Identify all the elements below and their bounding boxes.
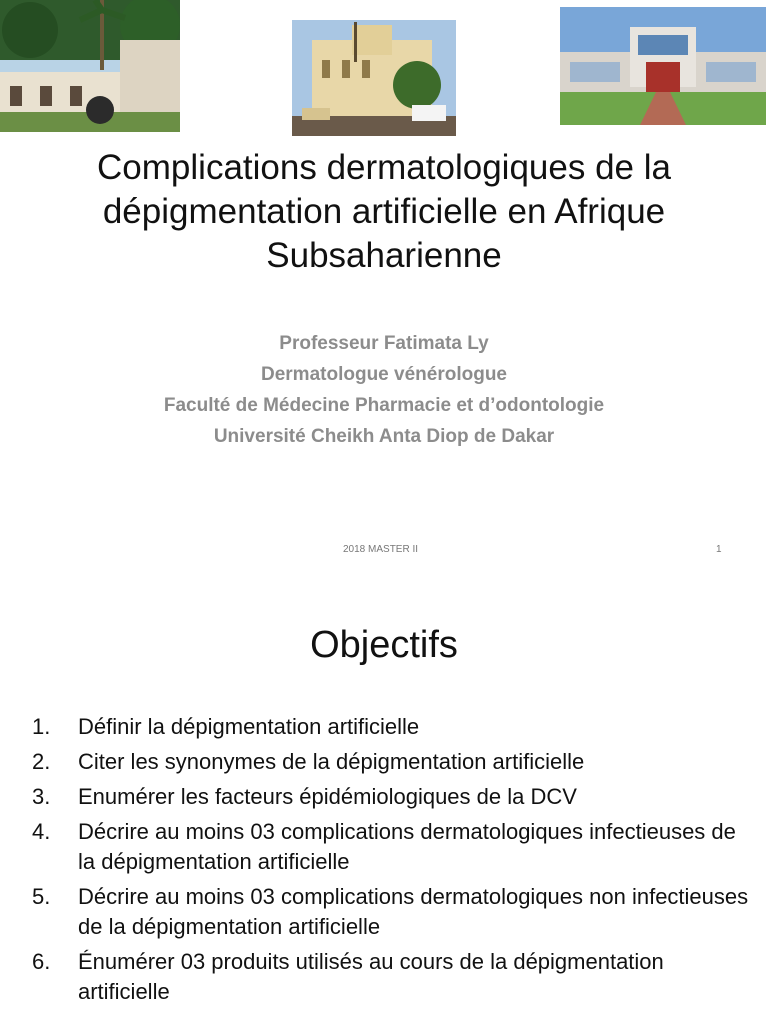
objectives-slide <box>0 576 768 1024</box>
item-text: Énumérer 03 produits utilisés au cours de la dépigmentation artificielle <box>78 949 664 1004</box>
author-info <box>20 328 748 452</box>
item-number: 6. <box>32 949 51 974</box>
list-item <box>32 947 752 1007</box>
item-number: 5. <box>32 884 51 909</box>
presentation-title <box>20 146 748 278</box>
objectives-title: Objectifs <box>310 624 458 666</box>
item-text: Citer les synonymes de la dépigmentation artificielle <box>78 749 585 774</box>
item-text: Enumérer les facteurs épidémiologiques de la DCV <box>78 784 577 809</box>
item-text: Définir la dépigmentation artificielle <box>78 714 420 739</box>
mosque-building-photo <box>292 20 456 136</box>
objectives-list <box>32 712 752 1012</box>
author-faculty: Faculté de Médecine Pharmacie et d’odontologie <box>163 395 605 416</box>
title-line: dépigmentation artificielle en Afrique <box>102 192 666 231</box>
page-number: 1 <box>716 544 722 555</box>
slide-footer: 2018 MASTER II <box>343 544 419 555</box>
list-item <box>32 882 752 942</box>
university-gate-photo <box>560 7 766 125</box>
item-text: Décrire au moins 03 complications dermatologiques non infectieuses de la dépigmentation artificielle <box>78 884 749 939</box>
item-number: 3. <box>32 784 51 809</box>
author-role: Dermatologue vénérologue <box>261 364 507 385</box>
item-number: 4. <box>32 819 51 844</box>
title-line: Subsaharienne <box>266 236 502 275</box>
list-item <box>32 817 752 877</box>
list-item <box>32 782 752 812</box>
list-item <box>32 712 752 742</box>
item-number: 2. <box>32 749 51 774</box>
item-number: 1. <box>32 714 51 739</box>
item-text: Décrire au moins 03 complications dermatologiques infectieuses de la dépigmentation artificielle <box>78 819 736 874</box>
campus-building-photo <box>0 0 180 132</box>
author-name: Professeur Fatimata Ly <box>279 333 489 354</box>
author-university: Université Cheikh Anta Diop de Dakar <box>213 426 555 447</box>
list-item <box>32 747 752 777</box>
title-line: Complications dermatologiques de la <box>97 148 671 187</box>
